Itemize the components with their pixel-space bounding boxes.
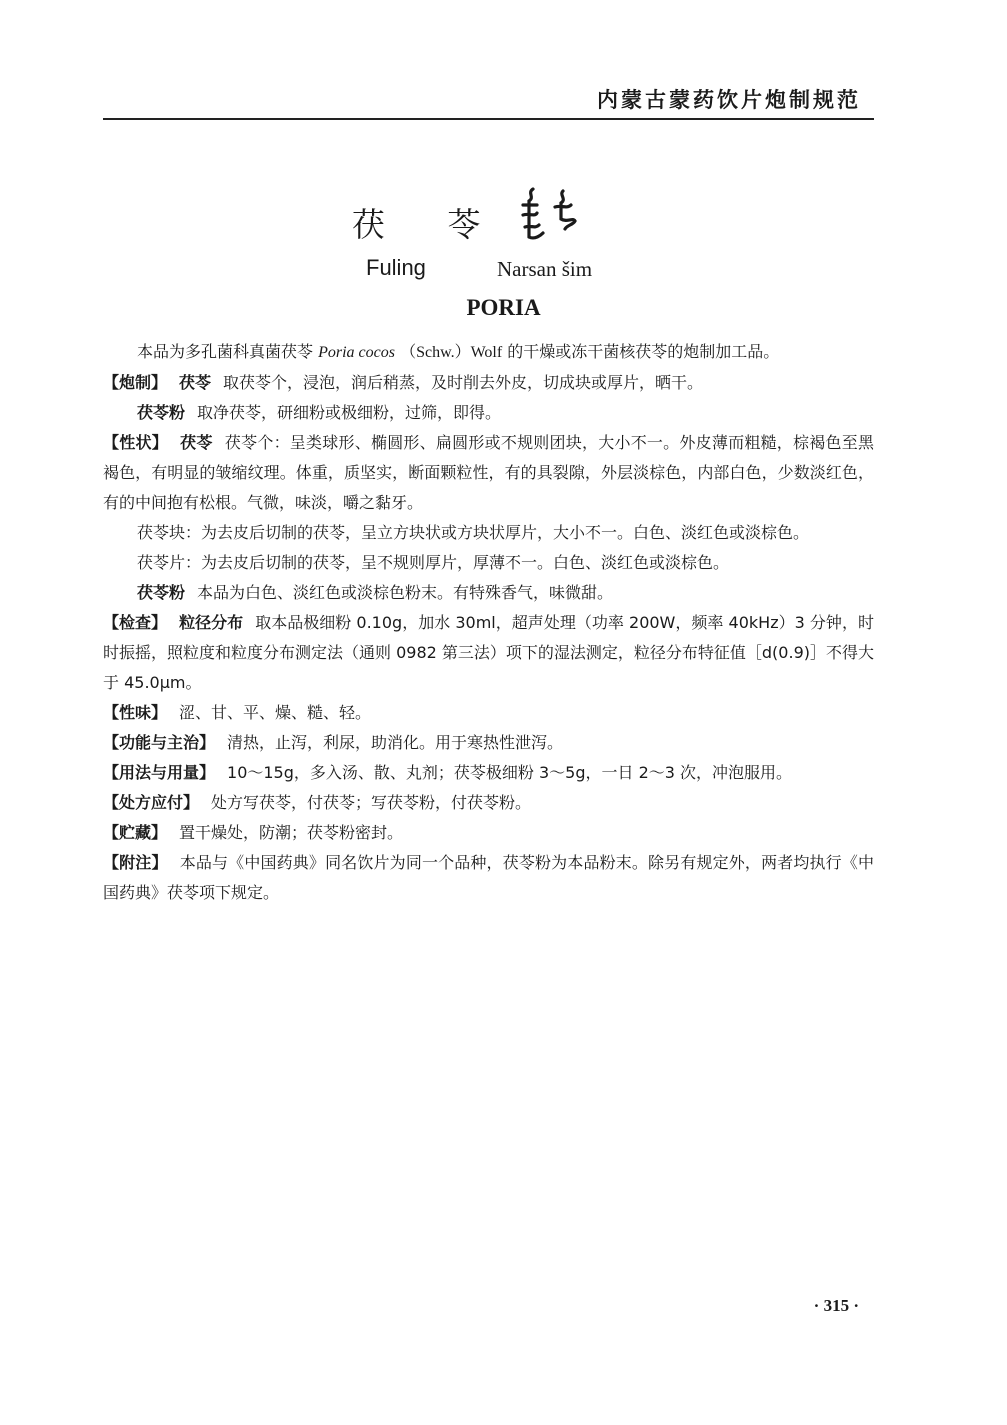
functions-text: 清热，止泻，利尿，助消化。用于寒热性泄泻。 bbox=[227, 733, 564, 752]
processing-item1-text: 取茯苓个，浸泡，润后稍蒸，及时削去外皮，切成块或厚片，晒干。 bbox=[223, 373, 704, 392]
functions-paragraph bbox=[103, 728, 874, 758]
taste-text: 涩、甘、平、燥、糙、轻。 bbox=[179, 703, 372, 722]
processing-item2-name: 茯苓粉 bbox=[137, 403, 186, 422]
species-name: Poria cocos bbox=[318, 344, 395, 361]
properties-item1-text: 茯苓个：呈类球形、椭圆形、扁圆形或不规则团块，大小不一。外皮薄而粗糙，棕褐色至黑褐色，有明显的皱缩纹理。体重，质坚实，断面颗粒性，有的具裂隙，外层淡棕色，内部白色，少数淡红色，有的中间抱有松根。气微，味淡，嚼之黏牙。 bbox=[103, 433, 874, 512]
prescription-label: 【处方应付】 bbox=[103, 793, 200, 812]
properties-item1-name: 茯苓 bbox=[179, 433, 213, 452]
properties-powder-paragraph bbox=[103, 578, 874, 608]
properties-slice-paragraph: 茯苓片：为去皮后切制的茯苓，呈不规则厚片，厚薄不一。白色、淡红色或淡棕色。 bbox=[137, 553, 730, 572]
inspection-label: 【检查】 bbox=[103, 613, 168, 632]
processing-paragraph bbox=[103, 368, 874, 398]
storage-text: 置干燥处，防潮；茯苓粉密封。 bbox=[179, 823, 404, 842]
running-header-title: 内蒙古蒙药饮片炮制规范 bbox=[597, 88, 861, 112]
intro-prefix: 本品为多孔菌科真菌茯苓 bbox=[137, 342, 314, 361]
functions-label: 【功能与主治】 bbox=[103, 733, 216, 752]
properties-paragraph bbox=[103, 428, 874, 518]
properties-powder-name: 茯苓粉 bbox=[137, 583, 186, 602]
title-row bbox=[0, 185, 1007, 255]
pinyin-name: Fuling bbox=[366, 255, 426, 280]
usage-paragraph bbox=[103, 758, 874, 788]
inspection-paragraph bbox=[103, 608, 874, 698]
inspection-item-name: 粒径分布 bbox=[179, 613, 244, 632]
processing-item2-text: 取净茯苓，研细粉或极细粉，过筛，即得。 bbox=[197, 403, 502, 422]
prescription-text: 处方写茯苓，付茯苓；写茯苓粉，付茯苓粉。 bbox=[211, 793, 532, 812]
storage-paragraph bbox=[103, 818, 874, 848]
processing-powder-paragraph bbox=[103, 398, 874, 428]
mongolian-script-title bbox=[515, 185, 585, 243]
header-rule bbox=[103, 118, 874, 120]
intro-suffix: 的干燥或冻干菌核茯苓的炮制加工品。 bbox=[507, 342, 780, 361]
notes-paragraph bbox=[103, 848, 874, 908]
latin-title: PORIA bbox=[466, 295, 541, 320]
species-authority: （Schw.）Wolf bbox=[400, 344, 503, 361]
properties-block-paragraph: 茯苓块：为去皮后切制的茯苓，呈立方块状或方块状厚片，大小不一。白色、淡红色或淡棕色。 bbox=[137, 523, 810, 542]
storage-label: 【贮藏】 bbox=[103, 823, 168, 842]
taste-paragraph bbox=[103, 698, 874, 728]
processing-item1-name: 茯苓 bbox=[179, 373, 212, 392]
monograph-body bbox=[103, 337, 874, 908]
notes-label: 【附注】 bbox=[103, 853, 168, 872]
notes-text: 本品与《中国药典》同名饮片为同一个品种，茯苓粉为本品粉末。除另有规定外，两者均执行《中国药典》茯苓项下规定。 bbox=[103, 853, 874, 902]
properties-label: 【性状】 bbox=[103, 433, 168, 452]
inspection-text: 取本品极细粉 0.10g，加水 30ml，超声处理（功率 200W，频率 40kHz）3 分钟，时时振摇，照粒度和粒度分布测定法（通则 0982 第三法）项下的湿法测定，粒径分布特征值［d(0.9)］不得大于 45.0μm。 bbox=[103, 613, 874, 692]
intro-paragraph bbox=[103, 337, 874, 368]
chinese-title: 茯 苓 bbox=[352, 205, 507, 244]
properties-powder-text: 本品为白色、淡红色或淡棕色粉末。有特殊香气，味微甜。 bbox=[197, 583, 614, 602]
page-number: · 315 · bbox=[813, 1296, 859, 1315]
usage-text: 10～15g，多入汤、散、丸剂；茯苓极细粉 3～5g，一日 2～3 次，冲泡服用。 bbox=[227, 763, 793, 782]
taste-label: 【性味】 bbox=[103, 703, 168, 722]
mongolian-romanized-name: Narsan šim bbox=[497, 257, 593, 281]
processing-label: 【炮制】 bbox=[103, 373, 168, 392]
prescription-paragraph bbox=[103, 788, 874, 818]
usage-label: 【用法与用量】 bbox=[103, 763, 216, 782]
